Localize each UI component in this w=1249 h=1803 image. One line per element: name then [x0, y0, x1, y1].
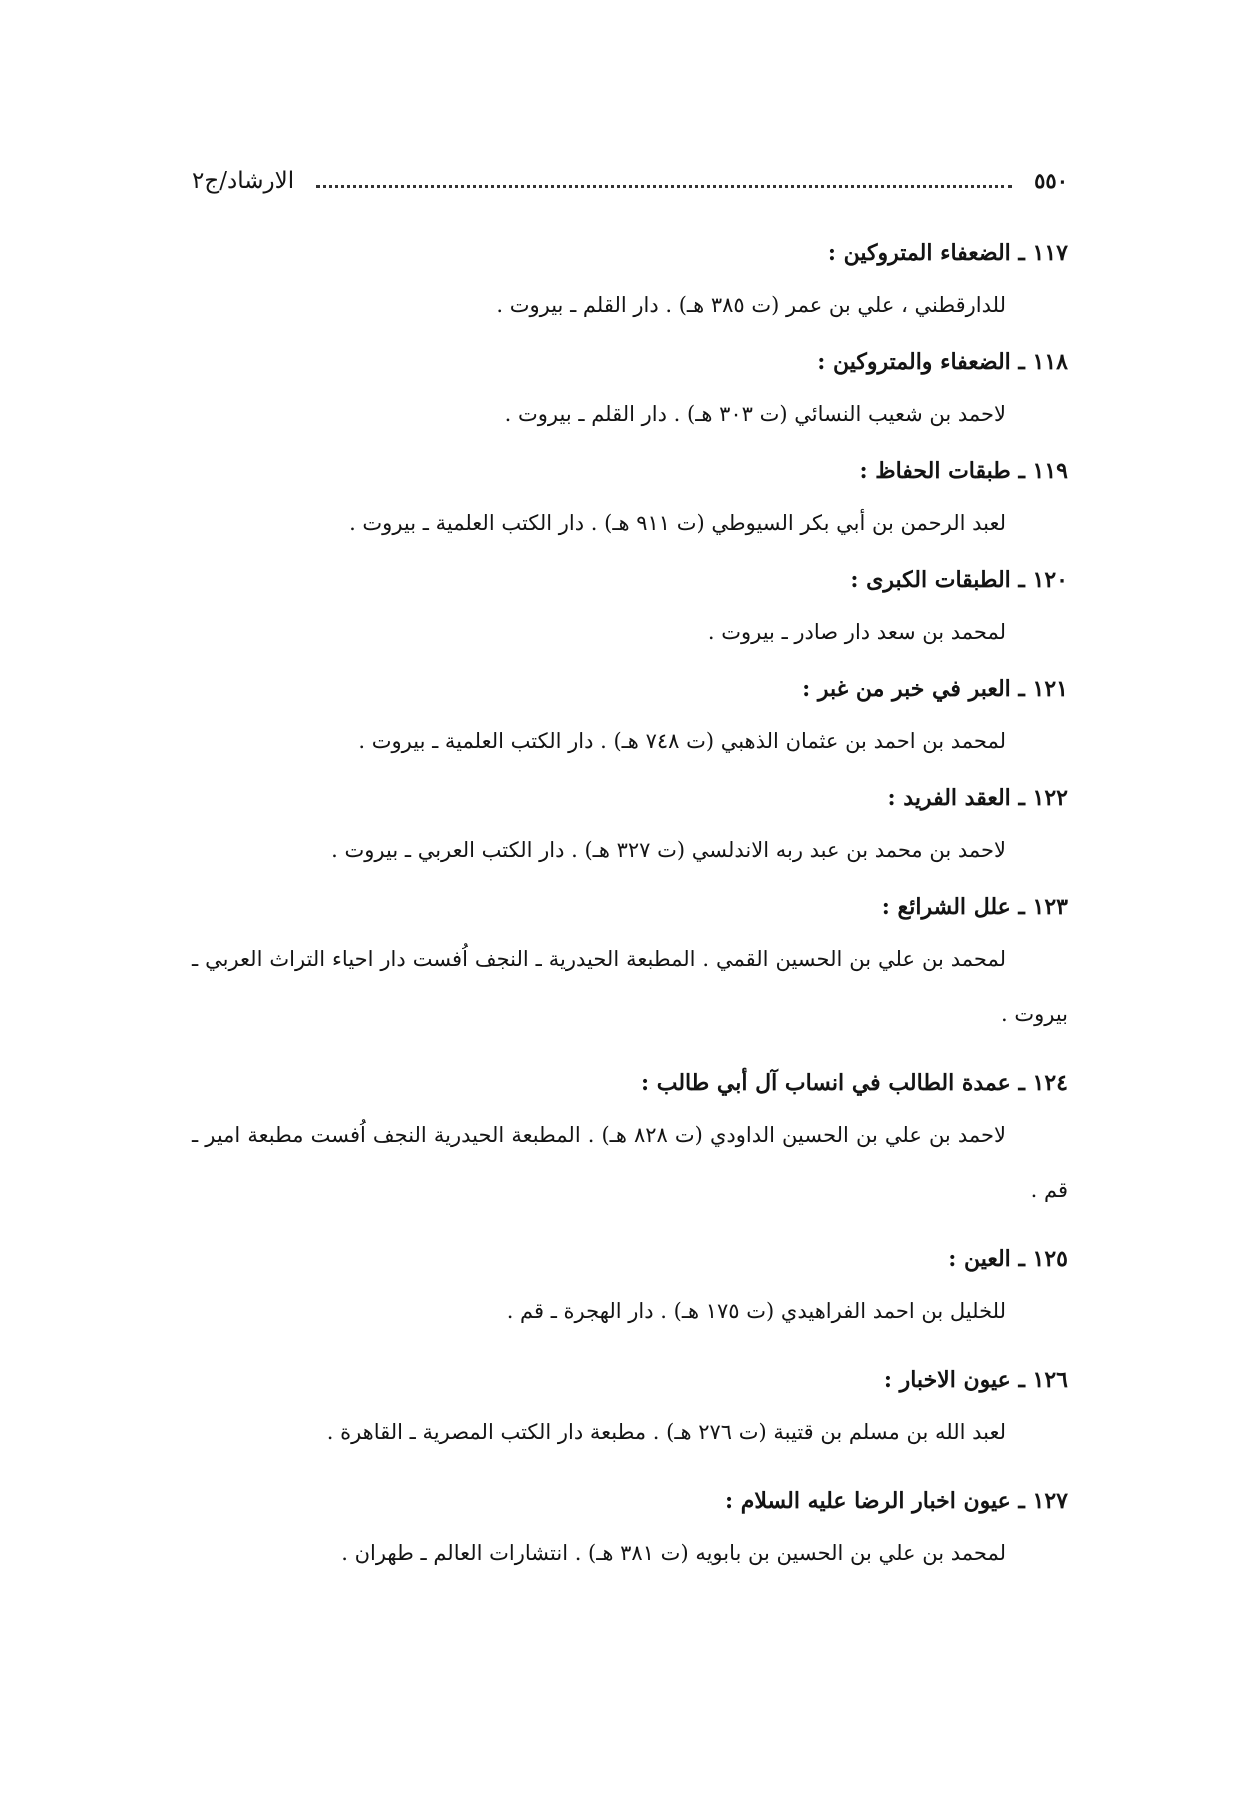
entry-body: لاحمد بن علي بن الحسين الداودي (ت ٨٢٨ هـ) . المطبعة الحيدرية النجف اُفست مطبعة امير ـ قم .	[192, 1123, 1068, 1202]
bibliography-entry	[192, 337, 1068, 442]
dotted-leader	[316, 185, 1012, 188]
spacer	[192, 1222, 1068, 1234]
entry-title: ١٢١ ـ العبر في خبر من غبر :	[802, 676, 1068, 702]
bibliography-entry	[192, 1234, 1068, 1339]
entry-title: ١٢٠ ـ الطبقات الكبرى :	[850, 567, 1068, 593]
entry-body: لمحمد بن احمد بن عثمان الذهبي (ت ٧٤٨ هـ) . دار الكتب العلمية ـ بيروت .	[358, 729, 1006, 753]
entry-body: لمحمد بن سعد دار صادر ـ بيروت .	[707, 620, 1006, 644]
bibliography-entry	[192, 555, 1068, 660]
entry-body: لمحمد بن علي بن الحسين بن بابويه (ت ٣٨١ هـ) . انتشارات العالم ـ طهران .	[341, 1541, 1006, 1565]
bibliography-entry	[192, 228, 1068, 333]
entry-body: لعبد الله بن مسلم بن قتيبة (ت ٢٧٦ هـ) . مطبعة دار الكتب المصرية ـ القاهرة .	[326, 1420, 1006, 1444]
entry-title: ١١٩ ـ طبقات الحفاظ :	[859, 458, 1068, 484]
entry-title: ١٢٤ ـ عمدة الطالب في انساب آل أبي طالب :	[640, 1070, 1068, 1096]
bibliography-entry	[192, 664, 1068, 769]
entry-body: لعبد الرحمن بن أبي بكر السيوطي (ت ٩١١ هـ) . دار الكتب العلمية ـ بيروت .	[349, 511, 1006, 535]
entry-title: ١٢٧ ـ عيون اخبار الرضا عليه السلام :	[725, 1488, 1068, 1514]
entry-body: للخليل بن احمد الفراهيدي (ت ١٧٥ هـ) . دار الهجرة ـ قم .	[506, 1299, 1006, 1323]
bibliography-entry	[192, 1058, 1068, 1218]
entry-body: لمحمد بن علي بن الحسين القمي . المطبعة الحيدرية ـ النجف اُفست دار احياء التراث العربي ـ بيروت .	[192, 947, 1068, 1026]
bibliography-entry	[192, 882, 1068, 1042]
entry-title: ١٢٥ ـ العين :	[948, 1246, 1068, 1272]
entry-title: ١٢٣ ـ علل الشرائع :	[881, 894, 1068, 920]
entry-title: ١٢٦ ـ عيون الاخبار :	[883, 1367, 1068, 1393]
entry-body: للدارقطني ، علي بن عمر (ت ٣٨٥ هـ) . دار القلم ـ بيروت .	[496, 293, 1006, 317]
spacer	[192, 1464, 1068, 1476]
bibliography-entry	[192, 773, 1068, 878]
entry-title: ١٢٢ ـ العقد الفريد :	[887, 785, 1068, 811]
bibliography-entry	[192, 446, 1068, 551]
entry-body: لاحمد بن شعيب النسائي (ت ٣٠٣ هـ) . دار القلم ـ بيروت .	[504, 402, 1006, 426]
entry-title: ١١٧ ـ الضعفاء المتروكين :	[827, 240, 1068, 266]
page-number: ٥٥٠	[1034, 168, 1068, 193]
entry-title: ١١٨ ـ الضعفاء والمتروكين :	[817, 349, 1068, 375]
bibliography-entry	[192, 1476, 1068, 1581]
page-header	[192, 168, 1068, 204]
running-title: الارشاد/ج٢	[192, 168, 295, 194]
spacer	[192, 1343, 1068, 1355]
spacer	[192, 1046, 1068, 1058]
bibliography-entry	[192, 1355, 1068, 1460]
entry-body: لاحمد بن محمد بن عبد ربه الاندلسي (ت ٣٢٧ هـ) . دار الكتب العربي ـ بيروت .	[331, 838, 1006, 862]
document-page	[192, 168, 1068, 1585]
